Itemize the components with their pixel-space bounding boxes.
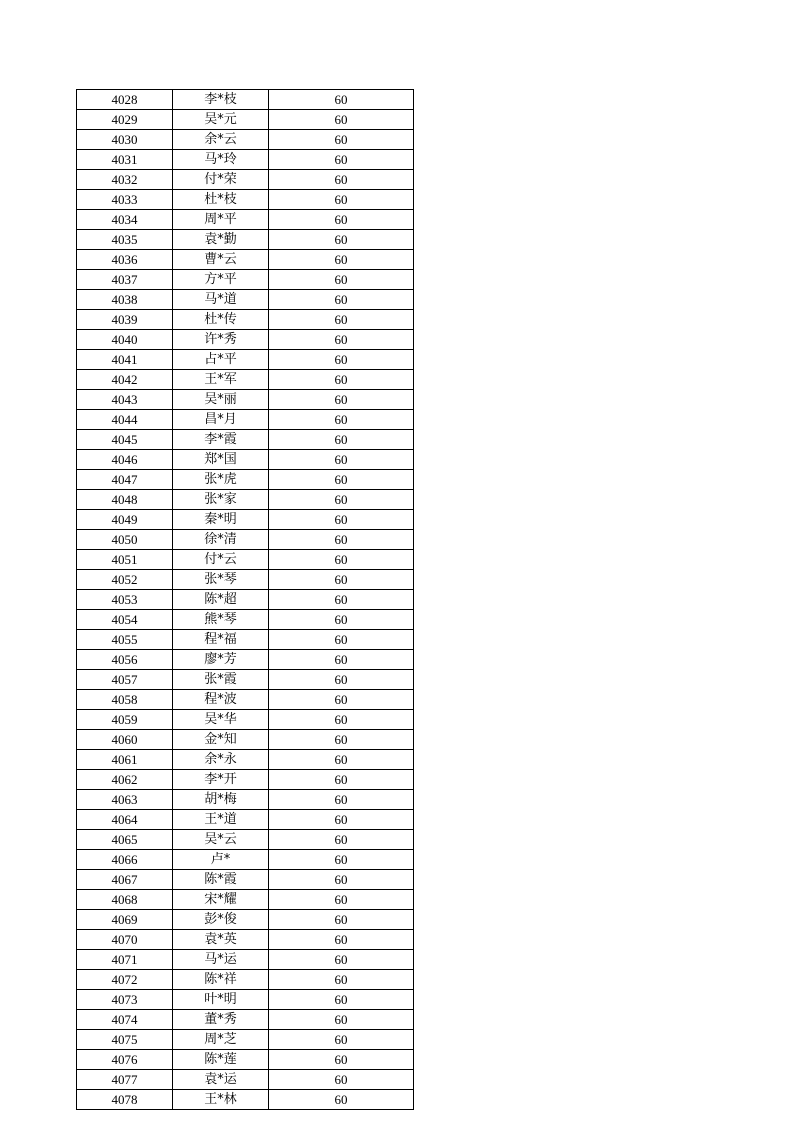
cell-value: 60 <box>269 530 414 550</box>
cell-name: 吴*元 <box>173 110 269 130</box>
cell-value: 60 <box>269 330 414 350</box>
cell-name: 许*秀 <box>173 330 269 350</box>
cell-value: 60 <box>269 150 414 170</box>
cell-name: 昌*月 <box>173 410 269 430</box>
table-row <box>77 270 414 290</box>
cell-value: 60 <box>269 410 414 430</box>
cell-id: 4072 <box>77 970 173 990</box>
cell-name: 张*霞 <box>173 670 269 690</box>
cell-name: 吴*云 <box>173 830 269 850</box>
table-row <box>77 930 414 950</box>
cell-name: 占*平 <box>173 350 269 370</box>
cell-id: 4040 <box>77 330 173 350</box>
table-row <box>77 1090 414 1110</box>
table-row <box>77 170 414 190</box>
cell-name: 王*林 <box>173 1090 269 1110</box>
table-row <box>77 190 414 210</box>
cell-value: 60 <box>269 450 414 470</box>
cell-id: 4071 <box>77 950 173 970</box>
cell-name: 方*平 <box>173 270 269 290</box>
cell-name: 胡*梅 <box>173 790 269 810</box>
cell-id: 4030 <box>77 130 173 150</box>
cell-id: 4051 <box>77 550 173 570</box>
cell-id: 4054 <box>77 610 173 630</box>
cell-id: 4043 <box>77 390 173 410</box>
cell-id: 4037 <box>77 270 173 290</box>
table-row <box>77 830 414 850</box>
cell-value: 60 <box>269 510 414 530</box>
cell-name: 张*虎 <box>173 470 269 490</box>
cell-id: 4069 <box>77 910 173 930</box>
cell-name: 彭*俊 <box>173 910 269 930</box>
table-row <box>77 870 414 890</box>
cell-id: 4055 <box>77 630 173 650</box>
table-row <box>77 250 414 270</box>
cell-id: 4048 <box>77 490 173 510</box>
cell-id: 4059 <box>77 710 173 730</box>
cell-name: 马*运 <box>173 950 269 970</box>
cell-value: 60 <box>269 870 414 890</box>
cell-value: 60 <box>269 130 414 150</box>
cell-name: 张*琴 <box>173 570 269 590</box>
cell-name: 王*军 <box>173 370 269 390</box>
cell-id: 4038 <box>77 290 173 310</box>
cell-id: 4049 <box>77 510 173 530</box>
table-row <box>77 290 414 310</box>
table-row <box>77 970 414 990</box>
cell-id: 4057 <box>77 670 173 690</box>
cell-id: 4073 <box>77 990 173 1010</box>
data-table <box>76 89 414 1110</box>
cell-name: 周*芝 <box>173 1030 269 1050</box>
cell-id: 4070 <box>77 930 173 950</box>
cell-name: 袁*勤 <box>173 230 269 250</box>
cell-value: 60 <box>269 710 414 730</box>
cell-value: 60 <box>269 750 414 770</box>
cell-name: 杜*枝 <box>173 190 269 210</box>
cell-value: 60 <box>269 970 414 990</box>
cell-id: 4066 <box>77 850 173 870</box>
table-row <box>77 550 414 570</box>
cell-name: 李*霞 <box>173 430 269 450</box>
cell-name: 张*家 <box>173 490 269 510</box>
cell-value: 60 <box>269 1090 414 1110</box>
table-row <box>77 430 414 450</box>
cell-value: 60 <box>269 1050 414 1070</box>
table-row <box>77 850 414 870</box>
cell-id: 4042 <box>77 370 173 390</box>
table-container <box>76 89 414 1110</box>
cell-value: 60 <box>269 210 414 230</box>
cell-value: 60 <box>269 90 414 110</box>
cell-value: 60 <box>269 610 414 630</box>
table-row <box>77 410 414 430</box>
cell-name: 廖*芳 <box>173 650 269 670</box>
cell-id: 4029 <box>77 110 173 130</box>
cell-value: 60 <box>269 310 414 330</box>
table-row <box>77 890 414 910</box>
cell-id: 4044 <box>77 410 173 430</box>
table-row <box>77 130 414 150</box>
cell-id: 4035 <box>77 230 173 250</box>
table-row <box>77 650 414 670</box>
table-row <box>77 950 414 970</box>
cell-value: 60 <box>269 890 414 910</box>
table-row <box>77 690 414 710</box>
table-row <box>77 610 414 630</box>
cell-name: 杜*传 <box>173 310 269 330</box>
cell-name: 陈*超 <box>173 590 269 610</box>
cell-name: 袁*运 <box>173 1070 269 1090</box>
cell-value: 60 <box>269 650 414 670</box>
cell-value: 60 <box>269 490 414 510</box>
cell-value: 60 <box>269 690 414 710</box>
cell-value: 60 <box>269 290 414 310</box>
cell-id: 4052 <box>77 570 173 590</box>
table-row <box>77 790 414 810</box>
table-row <box>77 230 414 250</box>
cell-value: 60 <box>269 730 414 750</box>
cell-name: 卢* <box>173 850 269 870</box>
cell-value: 60 <box>269 430 414 450</box>
table-row <box>77 370 414 390</box>
table-row <box>77 710 414 730</box>
table-row <box>77 670 414 690</box>
cell-id: 4067 <box>77 870 173 890</box>
table-row <box>77 770 414 790</box>
cell-id: 4074 <box>77 1010 173 1030</box>
cell-value: 60 <box>269 930 414 950</box>
cell-value: 60 <box>269 950 414 970</box>
cell-id: 4036 <box>77 250 173 270</box>
cell-value: 60 <box>269 1070 414 1090</box>
cell-id: 4062 <box>77 770 173 790</box>
cell-id: 4046 <box>77 450 173 470</box>
table-row <box>77 570 414 590</box>
cell-value: 60 <box>269 910 414 930</box>
cell-name: 付*云 <box>173 550 269 570</box>
table-row <box>77 330 414 350</box>
cell-id: 4034 <box>77 210 173 230</box>
table-row <box>77 310 414 330</box>
table-row <box>77 450 414 470</box>
cell-name: 李*枝 <box>173 90 269 110</box>
cell-value: 60 <box>269 830 414 850</box>
table-row <box>77 210 414 230</box>
cell-id: 4045 <box>77 430 173 450</box>
table-row <box>77 470 414 490</box>
cell-id: 4053 <box>77 590 173 610</box>
cell-name: 宋*耀 <box>173 890 269 910</box>
table-row <box>77 1030 414 1050</box>
table-row <box>77 390 414 410</box>
cell-id: 4075 <box>77 1030 173 1050</box>
cell-value: 60 <box>269 370 414 390</box>
cell-name: 陈*莲 <box>173 1050 269 1070</box>
cell-name: 吴*丽 <box>173 390 269 410</box>
table-row <box>77 1010 414 1030</box>
cell-name: 余*永 <box>173 750 269 770</box>
table-row <box>77 350 414 370</box>
cell-value: 60 <box>269 350 414 370</box>
cell-name: 马*玲 <box>173 150 269 170</box>
table-row <box>77 150 414 170</box>
cell-value: 60 <box>269 570 414 590</box>
cell-id: 4064 <box>77 810 173 830</box>
cell-id: 4047 <box>77 470 173 490</box>
cell-id: 4061 <box>77 750 173 770</box>
cell-id: 4032 <box>77 170 173 190</box>
table-row <box>77 910 414 930</box>
table-row <box>77 90 414 110</box>
cell-name: 程*福 <box>173 630 269 650</box>
cell-name: 陈*祥 <box>173 970 269 990</box>
cell-value: 60 <box>269 630 414 650</box>
cell-name: 曹*云 <box>173 250 269 270</box>
cell-value: 60 <box>269 850 414 870</box>
cell-value: 60 <box>269 590 414 610</box>
table-row <box>77 730 414 750</box>
cell-id: 4031 <box>77 150 173 170</box>
cell-value: 60 <box>269 190 414 210</box>
table-row <box>77 590 414 610</box>
cell-name: 郑*国 <box>173 450 269 470</box>
table-row <box>77 750 414 770</box>
table-row <box>77 1050 414 1070</box>
cell-id: 4078 <box>77 1090 173 1110</box>
cell-value: 60 <box>269 390 414 410</box>
cell-id: 4065 <box>77 830 173 850</box>
cell-name: 周*平 <box>173 210 269 230</box>
cell-value: 60 <box>269 1030 414 1050</box>
cell-name: 李*开 <box>173 770 269 790</box>
cell-value: 60 <box>269 170 414 190</box>
table-body <box>77 90 414 1110</box>
cell-id: 4058 <box>77 690 173 710</box>
cell-value: 60 <box>269 670 414 690</box>
cell-name: 吴*华 <box>173 710 269 730</box>
cell-id: 4068 <box>77 890 173 910</box>
cell-id: 4041 <box>77 350 173 370</box>
cell-name: 熊*琴 <box>173 610 269 630</box>
cell-id: 4063 <box>77 790 173 810</box>
cell-value: 60 <box>269 270 414 290</box>
cell-name: 余*云 <box>173 130 269 150</box>
cell-id: 4077 <box>77 1070 173 1090</box>
cell-name: 秦*明 <box>173 510 269 530</box>
cell-id: 4028 <box>77 90 173 110</box>
table-row <box>77 1070 414 1090</box>
table-row <box>77 110 414 130</box>
cell-id: 4033 <box>77 190 173 210</box>
cell-id: 4056 <box>77 650 173 670</box>
cell-id: 4039 <box>77 310 173 330</box>
cell-value: 60 <box>269 470 414 490</box>
cell-name: 程*波 <box>173 690 269 710</box>
cell-id: 4076 <box>77 1050 173 1070</box>
cell-value: 60 <box>269 110 414 130</box>
table-row <box>77 630 414 650</box>
table-row <box>77 510 414 530</box>
cell-id: 4050 <box>77 530 173 550</box>
table-row <box>77 990 414 1010</box>
cell-value: 60 <box>269 1010 414 1030</box>
cell-name: 金*知 <box>173 730 269 750</box>
cell-value: 60 <box>269 550 414 570</box>
table-row <box>77 530 414 550</box>
cell-value: 60 <box>269 810 414 830</box>
cell-name: 王*道 <box>173 810 269 830</box>
cell-value: 60 <box>269 770 414 790</box>
cell-value: 60 <box>269 230 414 250</box>
cell-name: 付*荣 <box>173 170 269 190</box>
cell-name: 徐*清 <box>173 530 269 550</box>
cell-name: 马*道 <box>173 290 269 310</box>
cell-name: 陈*霞 <box>173 870 269 890</box>
table-row <box>77 810 414 830</box>
cell-id: 4060 <box>77 730 173 750</box>
cell-value: 60 <box>269 250 414 270</box>
cell-value: 60 <box>269 790 414 810</box>
cell-value: 60 <box>269 990 414 1010</box>
cell-name: 董*秀 <box>173 1010 269 1030</box>
table-row <box>77 490 414 510</box>
cell-name: 袁*英 <box>173 930 269 950</box>
cell-name: 叶*明 <box>173 990 269 1010</box>
